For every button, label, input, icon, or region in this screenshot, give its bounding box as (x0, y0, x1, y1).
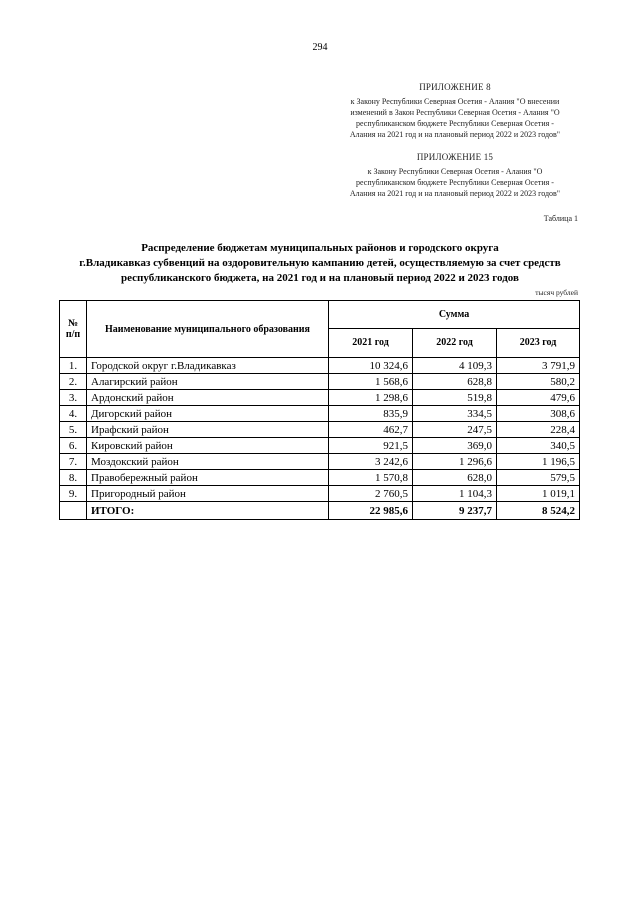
municipality-name: Ирафский район (87, 422, 329, 438)
table-row (60, 438, 580, 454)
value-2023: 228,4 (497, 422, 580, 438)
header-sum: Сумма (329, 301, 580, 329)
table-row (60, 390, 580, 406)
title-line: Распределение бюджетам муниципальных районов и городского округа (141, 242, 499, 254)
value-2022: 334,5 (413, 406, 497, 422)
appendix-15-block (320, 152, 590, 199)
value-2023: 1 019,1 (497, 486, 580, 502)
title-line: г.Владикавказ субвенций на оздоровительную кампанию детей, осуществляемую за счет средств (79, 257, 561, 269)
total-2022: 9 237,7 (413, 502, 497, 520)
appendix-8-title: ПРИЛОЖЕНИЕ 8 (419, 82, 491, 92)
table-row (60, 470, 580, 486)
table-row (60, 406, 580, 422)
table-label: Таблица 1 (543, 214, 578, 223)
header-year-2021: 2021 год (329, 328, 413, 357)
total-row (60, 502, 580, 520)
header-num: № п/п (60, 301, 87, 358)
row-number: 7. (60, 454, 87, 470)
subvention-table (59, 300, 580, 520)
value-2023: 340,5 (497, 438, 580, 454)
value-2023: 479,6 (497, 390, 580, 406)
table-row (60, 358, 580, 374)
value-2022: 369,0 (413, 438, 497, 454)
value-2021: 3 242,6 (329, 454, 413, 470)
total-2021: 22 985,6 (329, 502, 413, 520)
row-number: 1. (60, 358, 87, 374)
header-name: Наименование муниципального образования (87, 301, 329, 358)
value-2022: 4 109,3 (413, 358, 497, 374)
row-number: 3. (60, 390, 87, 406)
row-number: 6. (60, 438, 87, 454)
value-2022: 628,0 (413, 470, 497, 486)
table-row (60, 422, 580, 438)
header-year-2023: 2023 год (497, 328, 580, 357)
appendix-8-line: Алания на 2021 год и на плановый период 2022 и 2023 годов" (349, 130, 561, 139)
value-2022: 247,5 (413, 422, 497, 438)
municipality-name: Пригородный район (87, 486, 329, 502)
table-row (60, 374, 580, 390)
value-2023: 1 196,5 (497, 454, 580, 470)
row-number: 8. (60, 470, 87, 486)
appendix-15-title: ПРИЛОЖЕНИЕ 15 (416, 152, 494, 162)
row-number: 2. (60, 374, 87, 390)
total-num-cell (60, 502, 87, 520)
appendix-15-line: республиканском бюджете Республики Северная Осетия - (356, 178, 554, 187)
unit-label: тысяч рублей (535, 288, 578, 297)
appendix-8-line: к Закону Республики Северная Осетия - Алания "О внесении (350, 97, 560, 106)
row-number: 4. (60, 406, 87, 422)
municipality-name: Ардонский район (87, 390, 329, 406)
value-2021: 2 760,5 (329, 486, 413, 502)
value-2021: 921,5 (329, 438, 413, 454)
municipality-name: Городской округ г.Владикавказ (87, 358, 329, 374)
value-2021: 462,7 (329, 422, 413, 438)
value-2022: 519,8 (413, 390, 497, 406)
value-2023: 580,2 (497, 374, 580, 390)
value-2021: 835,9 (329, 406, 413, 422)
appendix-8-block (320, 82, 590, 140)
municipality-name: Правобережный район (87, 470, 329, 486)
table-row (60, 454, 580, 470)
header-year-2022: 2022 год (413, 328, 497, 357)
row-number: 5. (60, 422, 87, 438)
municipality-name: Моздокский район (87, 454, 329, 470)
title-line: республиканского бюджета, на 2021 год и на плановый период 2022 и 2023 годов (121, 272, 519, 284)
value-2023: 3 791,9 (497, 358, 580, 374)
total-label: ИТОГО: (87, 502, 329, 520)
appendix-8-line: республиканском бюджете Республики Северная Осетия - (356, 119, 554, 128)
total-2023: 8 524,2 (497, 502, 580, 520)
appendix-15-line: к Закону Республики Северная Осетия - Алания "О (367, 167, 543, 176)
value-2021: 1 298,6 (329, 390, 413, 406)
value-2021: 10 324,6 (329, 358, 413, 374)
document-title (60, 241, 580, 286)
table-row (60, 486, 580, 502)
value-2023: 308,6 (497, 406, 580, 422)
appendix-15-line: Алания на 2021 год и на плановый период 2022 и 2023 годов" (349, 189, 561, 198)
value-2021: 1 568,6 (329, 374, 413, 390)
row-number: 9. (60, 486, 87, 502)
value-2023: 579,5 (497, 470, 580, 486)
page-number: 294 (312, 42, 328, 53)
value-2022: 628,8 (413, 374, 497, 390)
value-2021: 1 570,8 (329, 470, 413, 486)
value-2022: 1 104,3 (413, 486, 497, 502)
municipality-name: Кировский район (87, 438, 329, 454)
municipality-name: Алагирский район (87, 374, 329, 390)
appendix-8-line: изменений в Закон Республики Северная Осетия - Алания "О (350, 108, 560, 117)
value-2022: 1 296,6 (413, 454, 497, 470)
municipality-name: Дигорский район (87, 406, 329, 422)
